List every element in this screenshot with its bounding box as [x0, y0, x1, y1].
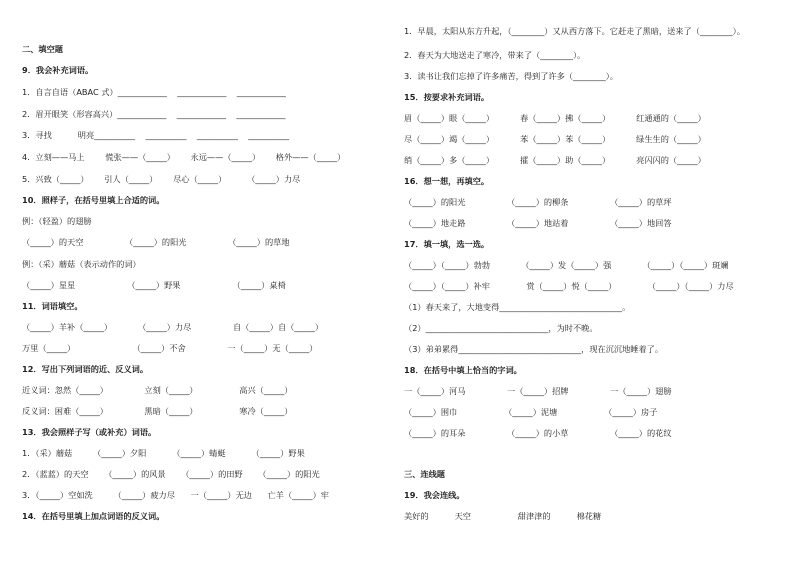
question-line: 1．自言自语（ABAC 式）____________ ____________ ____________	[22, 87, 286, 97]
question-line: 眉（_____）眼（_____） 春（_____）拂（_____） 红通通的（_____）	[404, 113, 706, 123]
question-line: （_____）羊补（_____） （_____）力尽 自（_____）自（_____）	[22, 322, 324, 332]
question-line: 2．（蓝蓝）的天空 （_____）的风景 （_____）的田野 （_____）的阳光	[22, 469, 320, 479]
question-line: 5．兴致（_____） 引人（_____） 尽心（_____） （_____）力尽	[22, 174, 301, 184]
question-line: 2．眉开眼笑（形容高兴）____________ ____________ ____________	[22, 109, 286, 119]
question-line: 4．立刻——马上 慌张——（_____） 永远——（_____） 格外——（_____）	[22, 152, 346, 162]
section-heading: 13．我会照样子写（或补充）词语。	[22, 427, 157, 437]
question-line: 例：（轻盈）的翅膀	[22, 216, 92, 226]
question-line: （2）______________________________，为时不晚。	[404, 323, 598, 333]
question-line: （_____）的耳朵 （_____）的小草 （_____）的花纹	[404, 428, 672, 438]
section-heading: 19．我会连线。	[404, 490, 465, 500]
question-line: 例：（采）蘑菇（表示动作的词）	[22, 259, 141, 269]
section-heading: 15．按要求补充词语。	[404, 92, 490, 102]
question-line: 3．读书让我们忘掉了许多痛苦，得到了许多（________）。	[404, 71, 618, 81]
section-heading: 11．词语填空。	[22, 301, 83, 311]
question-line: （_____）（_____）补牢 赏（_____）悦（_____） （_____）（_____）力尽	[404, 281, 734, 291]
question-line: 3．（_____）空如洗 （_____）疲力尽 一（_____）无边 亡羊（_____）牢	[22, 490, 329, 500]
section-heading: 17．填一填，选一选。	[404, 239, 490, 249]
left-column	[22, 0, 402, 561]
question-line: 万里（_____） （_____）不舍 一（_____）无（_____）	[22, 343, 318, 353]
question-line: （_____）的阳光 （_____）的柳条 （_____）的草坪	[404, 197, 672, 207]
section-heading: 12．写出下列词语的近、反义词。	[22, 364, 149, 374]
question-line: 绡（_____）多（_____） 攉（_____）助（_____） 亮闪闪的（_____）	[404, 155, 706, 165]
question-line: 反义词：困难（_____） 黑暗（_____） 寒冷（_____）	[22, 406, 293, 416]
question-line: 3．寻找 明亮__________ __________ __________ __________	[22, 130, 290, 140]
question-line: 2．春天为大地送走了寒冷，带来了（________）。	[404, 50, 586, 60]
question-line: （1）春天来了，大地变得______________________________。	[404, 302, 631, 312]
section-heading: 10．照样子，在括号里填上合适的词。	[22, 195, 165, 205]
section-heading: 18．在括号中填上恰当的字词。	[404, 365, 522, 375]
question-line: （_____）的天空 （_____）的阳光 （_____）的草地	[22, 237, 290, 247]
question-line: 一（_____）河马 一（_____）招牌 一（_____）翅膀	[404, 386, 672, 396]
question-line: （3）弟弟累得______________________________，现在沉沉地睡着了。	[404, 344, 664, 354]
section-heading: 二、填空题	[22, 44, 63, 54]
question-line: 美好的 天空 甜津津的 棉花糖	[404, 511, 602, 521]
question-line: （_____）星星 （_____）野果 （_____）桌椅	[22, 280, 286, 290]
section-heading: 9．我会补充词语。	[22, 65, 94, 75]
section-heading: 三、连线题	[404, 469, 445, 479]
question-line: 尽（_____）竭（_____） 苯（_____）苯（_____） 绿生生的（_____）	[404, 134, 706, 144]
question-line: （_____）（_____）勃勃 （_____）发（_____）强 （_____）（_____）斑斓	[404, 260, 729, 270]
question-line: 1．早晨，太阳从东方升起，（________）又从西方落下。它赶走了黑暗，送来了（________）。	[404, 26, 745, 36]
question-line: （_____）围巾 （_____）泥塘 （_____）房子	[404, 407, 658, 417]
question-line: （_____）地走路 （_____）地站着 （_____）地回答	[404, 218, 672, 228]
section-heading: 16．想一想，再填空。	[404, 176, 490, 186]
question-line: 近义词：忽然（_____） 立刻（_____） 高兴（_____）	[22, 385, 293, 395]
right-column	[404, 0, 784, 561]
question-line: 1．（采）蘑菇 （_____）夕阳 （_____）蜻蜓 （_____）野果	[22, 448, 305, 458]
section-heading: 14．在括号里填上加点词语的反义词。	[22, 511, 165, 521]
